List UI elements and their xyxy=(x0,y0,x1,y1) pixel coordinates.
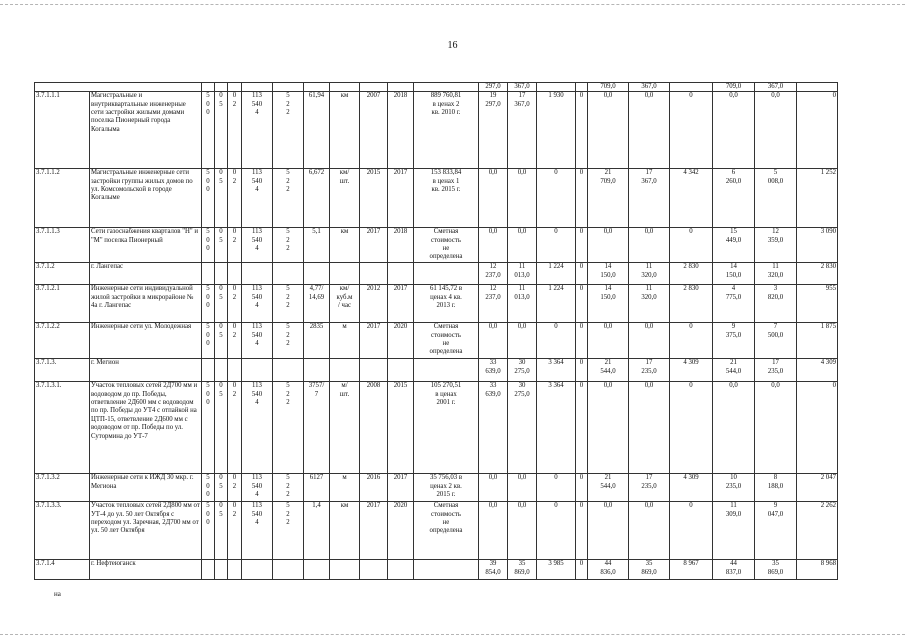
cell-c4 xyxy=(242,263,273,285)
cell-c2: 0 5 xyxy=(215,502,228,560)
footer-note: на xyxy=(54,590,61,598)
cell-code: 3.7.1.3.2 xyxy=(35,474,90,502)
cell-v4: 0 xyxy=(576,359,588,382)
cell-name: Магистральные инженерные сети застройки группы жилых домов по ул. Комсомольской в городе Когалыме xyxy=(90,169,202,228)
cell-c1: 5 0 0 xyxy=(202,169,215,228)
cell-name: г. Нефтеюганск xyxy=(90,560,202,580)
cell-v10: 3 090 xyxy=(797,228,838,263)
cell-v7: 0 xyxy=(670,382,713,474)
cell-unit: м/ шт. xyxy=(330,382,360,474)
cell-v4: 0 xyxy=(576,502,588,560)
cell-c3: 0 2 xyxy=(228,502,242,560)
cell-capacity: 2835 xyxy=(304,323,330,359)
cell-unit: км/ куб.м / час xyxy=(330,285,360,323)
cell-v7: 0 xyxy=(670,323,713,359)
cell-code: 3.7.1.3.1. xyxy=(35,382,90,474)
cell-capacity: 5,1 xyxy=(304,228,330,263)
cell-v2: 35 869,0 xyxy=(508,560,537,580)
cell-c1: 5 0 0 xyxy=(202,474,215,502)
cell-c1: 5 0 0 xyxy=(202,323,215,359)
cell-v6: 0,0 xyxy=(629,92,670,169)
cell-v9: 3 820,0 xyxy=(755,285,797,323)
cell-v5: 14 150,0 xyxy=(588,285,629,323)
cell-v9: 7 500,0 xyxy=(755,323,797,359)
cell-v3: 3 985 xyxy=(537,560,576,580)
cell-v10: 4 309 xyxy=(797,359,838,382)
table-row xyxy=(35,92,838,169)
cell-start-year: 2015 xyxy=(360,169,388,228)
cell-v8: 0,0 xyxy=(713,92,755,169)
cell-c2 xyxy=(215,560,228,580)
continuation-row xyxy=(35,83,838,92)
continuation-cell: 709,0 xyxy=(713,83,755,92)
cell-c1: 5 0 0 xyxy=(202,228,215,263)
cell-v10: 8 968 xyxy=(797,560,838,580)
cell-name: Участок тепловых сетей 2Д700 мм и водоводом до пр. Победы, ответвление 2Д600 мм с водоводом по пр. Победы до УТ4 с отпайкой на ЦТП-15, ответвление 2Д600 мм с водоводом от пр. Победы по ул. Сутормина до УТ-7 xyxy=(90,382,202,474)
cell-code: 3.7.1.3.3. xyxy=(35,502,90,560)
scan-edge-bottom xyxy=(0,634,905,635)
cell-v8: 0,0 xyxy=(713,382,755,474)
cell-c3: 0 2 xyxy=(228,323,242,359)
cell-end-year: 2017 xyxy=(388,285,414,323)
cell-c5: 5 2 2 xyxy=(273,285,304,323)
cell-v6: 0,0 xyxy=(629,228,670,263)
cell-v1: 19 297,0 xyxy=(479,92,508,169)
cell-capacity: 1,4 xyxy=(304,502,330,560)
cell-c5: 5 2 2 xyxy=(273,323,304,359)
cell-c4: 113 540 4 xyxy=(242,323,273,359)
cell-c2 xyxy=(215,263,228,285)
cell-v3: 1 930 xyxy=(537,92,576,169)
cell-start-year xyxy=(360,359,388,382)
scan-edge-top xyxy=(0,4,905,5)
cell-c3: 0 2 xyxy=(228,474,242,502)
cell-name: Инженерные сети ул. Молодежная xyxy=(90,323,202,359)
cell-v1: 12 237,0 xyxy=(479,285,508,323)
cell-v1: 0,0 xyxy=(479,228,508,263)
cell-unit xyxy=(330,359,360,382)
cell-end-year: 2017 xyxy=(388,474,414,502)
continuation-cell xyxy=(228,83,242,92)
cell-c4: 113 540 4 xyxy=(242,382,273,474)
cell-capacity: 61,94 xyxy=(304,92,330,169)
continuation-cell xyxy=(414,83,479,92)
cell-c2: 0 5 xyxy=(215,228,228,263)
cell-code: 3.7.1.1.3 xyxy=(35,228,90,263)
cell-code: 3.7.1.3. xyxy=(35,359,90,382)
cell-v1: 12 237,0 xyxy=(479,263,508,285)
cell-c3 xyxy=(228,263,242,285)
cell-end-year: 2020 xyxy=(388,323,414,359)
cell-c4: 113 540 4 xyxy=(242,502,273,560)
continuation-cell: 709,0 xyxy=(588,83,629,92)
cell-v6: 0,0 xyxy=(629,382,670,474)
cell-c1: 5 0 0 xyxy=(202,502,215,560)
cell-v5: 21 544,0 xyxy=(588,359,629,382)
cell-v10: 2 830 xyxy=(797,263,838,285)
cell-c4: 113 540 4 xyxy=(242,228,273,263)
cell-v2: 0,0 xyxy=(508,502,537,560)
cell-v1: 39 854,0 xyxy=(479,560,508,580)
cell-estimated-cost: Сметная стоимость не определена xyxy=(414,502,479,560)
cell-v5: 14 150,0 xyxy=(588,263,629,285)
cell-c5: 5 2 2 xyxy=(273,382,304,474)
cell-name: Сети газоснабжения кварталов "Н" и "М" поселка Пионерный xyxy=(90,228,202,263)
cell-start-year: 2016 xyxy=(360,474,388,502)
continuation-cell xyxy=(537,83,576,92)
cell-capacity: 3757/ 7 xyxy=(304,382,330,474)
cell-c2: 0 5 xyxy=(215,92,228,169)
table-row xyxy=(35,323,838,359)
continuation-cell xyxy=(202,83,215,92)
cell-v8: 44 837,0 xyxy=(713,560,755,580)
cell-v3: 1 224 xyxy=(537,285,576,323)
cell-v5: 0,0 xyxy=(588,323,629,359)
cell-v3: 0 xyxy=(537,323,576,359)
cell-v8: 9 375,0 xyxy=(713,323,755,359)
table-row xyxy=(35,228,838,263)
cell-v2: 0,0 xyxy=(508,474,537,502)
cell-v2: 30 275,0 xyxy=(508,359,537,382)
cell-estimated-cost: Сметная стоимость не определена xyxy=(414,228,479,263)
cell-v4: 0 xyxy=(576,92,588,169)
continuation-cell xyxy=(670,83,713,92)
cell-v10: 2 047 xyxy=(797,474,838,502)
cell-v4: 0 xyxy=(576,285,588,323)
cell-c5 xyxy=(273,263,304,285)
cell-end-year: 2018 xyxy=(388,92,414,169)
cell-c3: 0 2 xyxy=(228,228,242,263)
cell-c3 xyxy=(228,359,242,382)
cell-end-year xyxy=(388,560,414,580)
cell-v2: 17 367,0 xyxy=(508,92,537,169)
cell-c3: 0 2 xyxy=(228,382,242,474)
cell-v7: 2 830 xyxy=(670,285,713,323)
cell-start-year: 2017 xyxy=(360,502,388,560)
cell-c4: 113 540 4 xyxy=(242,169,273,228)
page-number: 16 xyxy=(447,40,458,51)
cell-code: 3.7.1.1.2 xyxy=(35,169,90,228)
cell-capacity xyxy=(304,263,330,285)
cell-start-year xyxy=(360,263,388,285)
cell-c2: 0 5 xyxy=(215,285,228,323)
cell-unit: км xyxy=(330,228,360,263)
cell-end-year xyxy=(388,359,414,382)
cell-code: 3.7.1.1.1 xyxy=(35,92,90,169)
table-row xyxy=(35,502,838,560)
cell-v9: 17 235,0 xyxy=(755,359,797,382)
cell-v7: 4 309 xyxy=(670,474,713,502)
cell-unit: км/ шт. xyxy=(330,169,360,228)
table-row xyxy=(35,263,838,285)
cell-v6: 0,0 xyxy=(629,502,670,560)
cell-v3: 3 364 xyxy=(537,382,576,474)
cell-v8: 14 150,0 xyxy=(713,263,755,285)
cell-v5: 0,0 xyxy=(588,92,629,169)
cell-v7: 0 xyxy=(670,228,713,263)
continuation-cell xyxy=(242,83,273,92)
cell-v2: 11 013,0 xyxy=(508,285,537,323)
cell-capacity: 6127 xyxy=(304,474,330,502)
cell-unit: м xyxy=(330,323,360,359)
cell-v9: 0,0 xyxy=(755,92,797,169)
cell-v1: 0,0 xyxy=(479,323,508,359)
cell-v10: 955 xyxy=(797,285,838,323)
cell-c2: 0 5 xyxy=(215,474,228,502)
cell-estimated-cost xyxy=(414,263,479,285)
cell-v2: 0,0 xyxy=(508,169,537,228)
cell-end-year: 2020 xyxy=(388,502,414,560)
continuation-cell xyxy=(273,83,304,92)
cell-c4 xyxy=(242,560,273,580)
cell-code: 3.7.1.4 xyxy=(35,560,90,580)
cell-v4: 0 xyxy=(576,263,588,285)
cell-v4: 0 xyxy=(576,323,588,359)
cell-v1: 0,0 xyxy=(479,169,508,228)
cell-v3: 0 xyxy=(537,502,576,560)
cell-v2: 0,0 xyxy=(508,228,537,263)
cell-code: 3.7.1.2.2 xyxy=(35,323,90,359)
continuation-cell: 367,0 xyxy=(629,83,670,92)
cell-c5: 5 2 2 xyxy=(273,228,304,263)
cell-v4: 0 xyxy=(576,169,588,228)
cell-c4 xyxy=(242,359,273,382)
cell-estimated-cost: 105 270,51 в ценах 2001 г. xyxy=(414,382,479,474)
cell-v9: 8 188,0 xyxy=(755,474,797,502)
cell-c5: 5 2 2 xyxy=(273,502,304,560)
cell-v3: 0 xyxy=(537,169,576,228)
cell-v1: 0,0 xyxy=(479,474,508,502)
cell-start-year: 2017 xyxy=(360,228,388,263)
cell-v7: 4 309 xyxy=(670,359,713,382)
cell-end-year: 2015 xyxy=(388,382,414,474)
cell-c4: 113 540 4 xyxy=(242,474,273,502)
cell-name: г. Лангепас xyxy=(90,263,202,285)
cell-c2: 0 5 xyxy=(215,323,228,359)
cell-start-year: 2007 xyxy=(360,92,388,169)
cell-end-year: 2018 xyxy=(388,228,414,263)
cell-v3: 0 xyxy=(537,474,576,502)
program-table xyxy=(34,82,838,580)
cell-capacity: 4,77/ 14,69 xyxy=(304,285,330,323)
cell-v7: 8 967 xyxy=(670,560,713,580)
cell-estimated-cost xyxy=(414,560,479,580)
cell-unit: км xyxy=(330,92,360,169)
cell-c3: 0 2 xyxy=(228,285,242,323)
cell-estimated-cost xyxy=(414,359,479,382)
cell-v8: 15 449,0 xyxy=(713,228,755,263)
cell-v7: 0 xyxy=(670,502,713,560)
cell-v10: 1 875 xyxy=(797,323,838,359)
continuation-cell: 367,0 xyxy=(755,83,797,92)
cell-v5: 0,0 xyxy=(588,382,629,474)
cell-c5: 5 2 2 xyxy=(273,474,304,502)
cell-end-year xyxy=(388,263,414,285)
cell-name: г. Мегион xyxy=(90,359,202,382)
cell-c2: 0 5 xyxy=(215,382,228,474)
cell-v4: 0 xyxy=(576,474,588,502)
cell-v7: 2 830 xyxy=(670,263,713,285)
cell-v5: 0,0 xyxy=(588,228,629,263)
cell-c4: 113 540 4 xyxy=(242,285,273,323)
cell-v2: 30 275,0 xyxy=(508,382,537,474)
cell-v10: 0 xyxy=(797,382,838,474)
continuation-cell: 367,0 xyxy=(508,83,537,92)
cell-c1: 5 0 0 xyxy=(202,285,215,323)
continuation-cell xyxy=(304,83,330,92)
cell-c3 xyxy=(228,560,242,580)
cell-v5: 0,0 xyxy=(588,502,629,560)
table-row xyxy=(35,285,838,323)
continuation-cell xyxy=(576,83,588,92)
cell-c1 xyxy=(202,560,215,580)
cell-estimated-cost: 61 145,72 в ценах 4 кв. 2013 г. xyxy=(414,285,479,323)
cell-capacity: 6,672 xyxy=(304,169,330,228)
continuation-cell xyxy=(797,83,838,92)
cell-estimated-cost: 889 760,81 в ценах 2 кв. 2010 г. xyxy=(414,92,479,169)
cell-v9: 0,0 xyxy=(755,382,797,474)
table-row xyxy=(35,169,838,228)
cell-v9: 5 008,0 xyxy=(755,169,797,228)
cell-v9: 35 869,0 xyxy=(755,560,797,580)
cell-start-year: 2012 xyxy=(360,285,388,323)
cell-v6: 17 235,0 xyxy=(629,474,670,502)
cell-unit xyxy=(330,560,360,580)
cell-capacity xyxy=(304,359,330,382)
cell-v3: 1 224 xyxy=(537,263,576,285)
cell-capacity xyxy=(304,560,330,580)
cell-unit: км xyxy=(330,502,360,560)
table-row xyxy=(35,359,838,382)
cell-c4: 113 540 4 xyxy=(242,92,273,169)
cell-c3: 0 2 xyxy=(228,169,242,228)
cell-c5: 5 2 2 xyxy=(273,169,304,228)
cell-v1: 33 639,0 xyxy=(479,382,508,474)
cell-c5 xyxy=(273,560,304,580)
table-row xyxy=(35,382,838,474)
cell-v6: 17 367,0 xyxy=(629,169,670,228)
cell-code: 3.7.1.2.1 xyxy=(35,285,90,323)
cell-v1: 33 639,0 xyxy=(479,359,508,382)
cell-c1 xyxy=(202,359,215,382)
cell-v4: 0 xyxy=(576,382,588,474)
cell-start-year xyxy=(360,560,388,580)
cell-name: Магистральные и внутриквартальные инженерные сети застройки жилыми домами поселка Пионерный города Когалыма xyxy=(90,92,202,169)
cell-v10: 2 262 xyxy=(797,502,838,560)
cell-estimated-cost: 35 756,03 в ценах 2 кв. 2015 г. xyxy=(414,474,479,502)
continuation-cell xyxy=(35,83,202,92)
table-row xyxy=(35,474,838,502)
cell-v6: 11 320,0 xyxy=(629,285,670,323)
cell-unit xyxy=(330,263,360,285)
cell-v10: 1 252 xyxy=(797,169,838,228)
cell-name: Участок тепловых сетей 2Д800 мм от УТ-4 до ул. 50 лет Октября с переходом ул. Заречная, 2Д700 мм от ул. 50 лет Октября xyxy=(90,502,202,560)
cell-start-year: 2017 xyxy=(360,323,388,359)
cell-v8: 6 260,0 xyxy=(713,169,755,228)
continuation-cell xyxy=(215,83,228,92)
cell-v2: 11 013,0 xyxy=(508,263,537,285)
continuation-cell xyxy=(360,83,388,92)
continuation-cell xyxy=(330,83,360,92)
cell-v9: 9 047,0 xyxy=(755,502,797,560)
cell-c3: 0 2 xyxy=(228,92,242,169)
cell-code: 3.7.1.2 xyxy=(35,263,90,285)
cell-end-year: 2017 xyxy=(388,169,414,228)
cell-v7: 0 xyxy=(670,92,713,169)
cell-name: Инженерные сети индивидуальной жилой застройки в микрорайоне № 4а г. Лангепас xyxy=(90,285,202,323)
cell-v9: 12 359,0 xyxy=(755,228,797,263)
cell-v8: 11 309,0 xyxy=(713,502,755,560)
cell-v3: 0 xyxy=(537,228,576,263)
cell-v8: 4 775,0 xyxy=(713,285,755,323)
cell-c5: 5 2 2 xyxy=(273,92,304,169)
cell-v4: 0 xyxy=(576,228,588,263)
cell-v5: 21 709,0 xyxy=(588,169,629,228)
cell-v1: 0,0 xyxy=(479,502,508,560)
cell-v6: 17 235,0 xyxy=(629,359,670,382)
cell-start-year: 2008 xyxy=(360,382,388,474)
cell-estimated-cost: Сметная стоимость не определена xyxy=(414,323,479,359)
cell-v5: 44 836,0 xyxy=(588,560,629,580)
continuation-cell xyxy=(388,83,414,92)
cell-c2 xyxy=(215,359,228,382)
cell-v6: 35 869,0 xyxy=(629,560,670,580)
cell-v8: 21 544,0 xyxy=(713,359,755,382)
cell-c1: 5 0 0 xyxy=(202,92,215,169)
cell-name: Инженерные сети к ИЖД 30 мкр. г. Мегиона xyxy=(90,474,202,502)
cell-c5 xyxy=(273,359,304,382)
cell-v6: 0,0 xyxy=(629,323,670,359)
cell-v7: 4 342 xyxy=(670,169,713,228)
cell-v5: 21 544,0 xyxy=(588,474,629,502)
cell-v10: 0 xyxy=(797,92,838,169)
cell-estimated-cost: 153 833,84 в ценах 1 кв. 2015 г. xyxy=(414,169,479,228)
cell-v8: 10 235,0 xyxy=(713,474,755,502)
cell-v6: 11 320,0 xyxy=(629,263,670,285)
cell-v4: 0 xyxy=(576,560,588,580)
cell-c2: 0 5 xyxy=(215,169,228,228)
cell-v2: 0,0 xyxy=(508,323,537,359)
cell-c1: 5 0 0 xyxy=(202,382,215,474)
cell-unit: м xyxy=(330,474,360,502)
cell-v9: 11 320,0 xyxy=(755,263,797,285)
continuation-cell: 297,0 xyxy=(479,83,508,92)
table-row xyxy=(35,560,838,580)
cell-c1 xyxy=(202,263,215,285)
cell-v3: 3 364 xyxy=(537,359,576,382)
